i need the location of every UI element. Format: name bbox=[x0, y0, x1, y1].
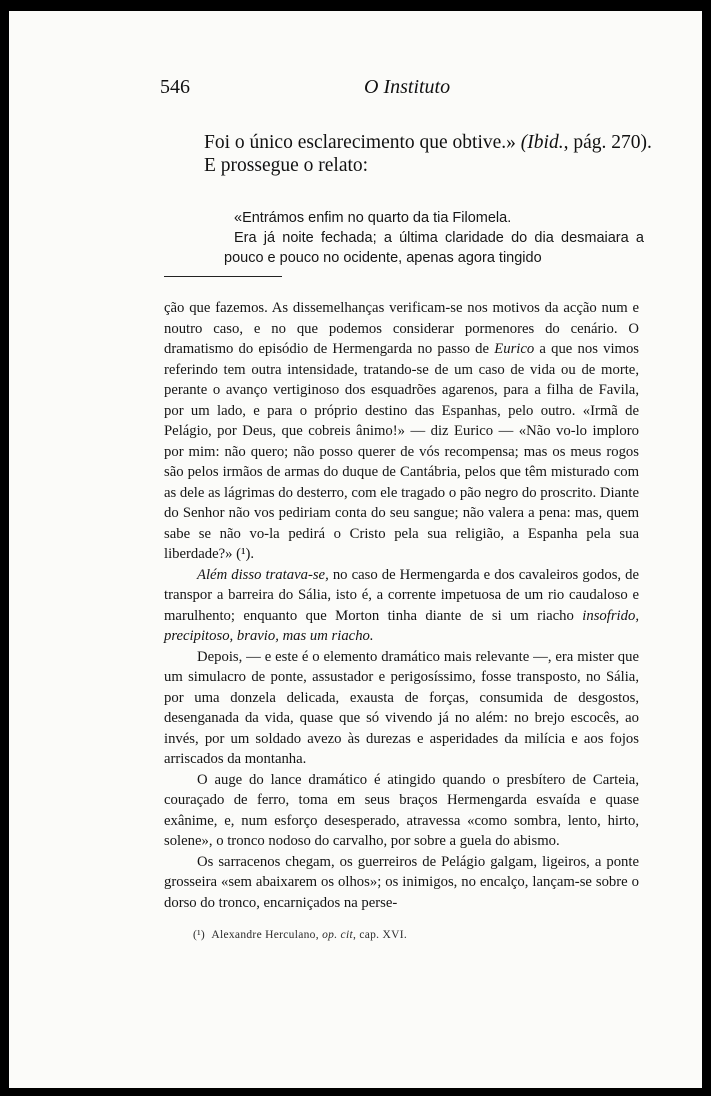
paragraph-2: Além disso tratava-se, no caso de Hermengarda e dos cavaleiros godos, de transpor a barreira do Sália, isto é, a corrente impetuosa de um rio caudaloso e marulhento; enquanto que Morton tinha diante de si um riacho insofrido, precipitoso, bravio, mas um riacho. bbox=[164, 566, 640, 644]
footnote: (¹) Alexandre Herculano, op. cit, cap. XVI. bbox=[193, 929, 408, 941]
page-header bbox=[9, 76, 702, 106]
book-page bbox=[9, 11, 702, 1088]
quote-line-1: «Entrámos enfim no quarto da tia Filomela. bbox=[234, 210, 512, 226]
running-title: O Instituto bbox=[364, 76, 451, 98]
page-number: 546 bbox=[160, 76, 190, 98]
intro-line-1: Foi o único esclarecimento que obtive.» (Ibid., pág. 270). bbox=[204, 132, 652, 153]
paragraph-5: Os sarracenos chegam, os guerreiros de Pelágio galgam, ligeiros, a ponte grosseira «sem abaixarem os olhos»; os inimigos, no encalço, lançam-se sobre o dorso do tronco, encarniçados na perse- bbox=[164, 853, 639, 911]
emphasis-eurico: Eurico bbox=[494, 341, 535, 357]
paragraph-1: ção que fazemos. As dissemelhanças verificam-se nos motivos da acção num e noutro caso, e no que podemos considerar pormenores do cenário. O dramatismo do episódio de Hermengarda no passo de Eurico a que nos vimos referindo tem outra intensidade, tratando-se de um caso de vida ou de morte, perante o avanço vertiginoso dos esquadrões agarenos, para a filha de Favila, por um lado, e para o próprio destino das Espanhas, pelo outro. «Irmã de Pelágio, por Deus, que cobreis ânimo!» — diz Eurico — «Não vo-lo imploro por mim: não quero; não posso querer de vós recompensa; mas os meus rogos são pelos irmãos de armas do duque de Cantábria, pelos que têm misturado com as dele as lágrimas do desterro, com ele tragado o pão negro do proscrito. Diante do Senhor não vos pediriam conta do seu sangue; não valera a pena: mas, quem sabe se não vo-la pedirá o Cristo pela sua religião, a Espanha pela sua liberdade?» (¹). bbox=[164, 300, 640, 562]
intro-text bbox=[204, 131, 652, 177]
paragraph-3: Depois, — e este é o elemento dramático mais relevante —, era mister que um simulacro de ponte, assustador e perigosíssimo, fosse transposto, no Sália, por uma donzela delicada, exausta de forças, consumida de desgostos, desenganada da vida, quase que só vivendo já no além: no brejo escocês, ao invés, por um soldado avezo às durezas e asperidades da milícia e aos fojos arriscados da montanha. bbox=[164, 648, 639, 767]
quote-line-2: Era já noite fechada; a última claridade do dia desmaiara a pouco e pouco no ocidente, apenas agora tingido bbox=[224, 230, 644, 266]
footnote-marker: (¹) bbox=[193, 929, 206, 941]
body-text bbox=[164, 298, 639, 913]
paragraph-4: O auge do lance dramático é atingido quando o presbítero de Carteia, couraçado de ferro, toma em seus braços Hermengarda esvaída e quase exânime, e, num esforço desesperado, atravessa «como sombra, lento, hirto, solene», o tronco nodoso do carvalho, por sobre a guela do abismo. bbox=[164, 771, 639, 849]
block-quote bbox=[224, 208, 644, 268]
citation: (Ibid. bbox=[520, 132, 564, 153]
intro-line-2: E prossegue o relato: bbox=[204, 155, 369, 176]
section-divider bbox=[164, 276, 282, 277]
